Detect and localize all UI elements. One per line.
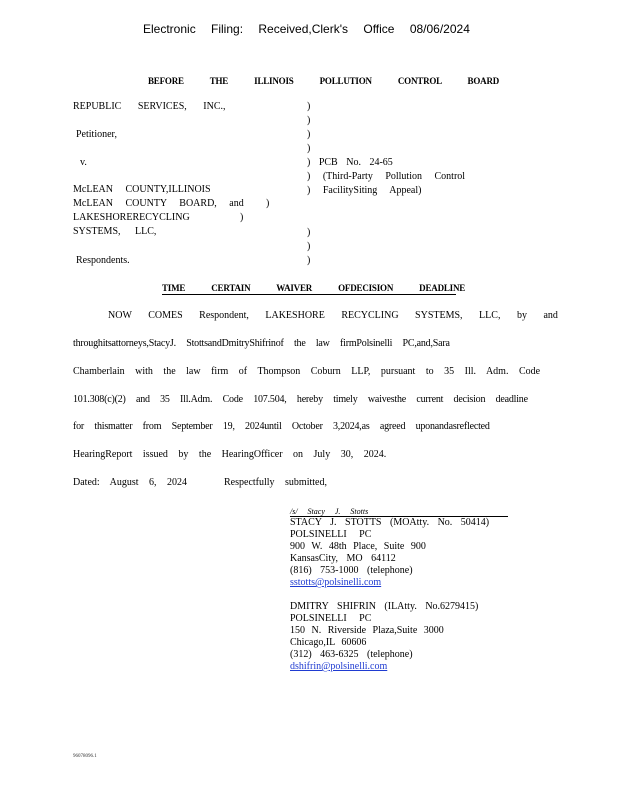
body-line-3: Chamberlain with the law firm of Thompson Coburn LLP, pursuant to 35 Ill. Adm. Code (73, 366, 541, 377)
caption-paren: ) (307, 241, 311, 252)
attorney-2-name: DMITRY SHIFRIN (ILAtty. No.6279415) (290, 601, 479, 612)
body-line-6: HearingReport issued by the HearingOfficer on July 30, 2024. (73, 449, 387, 460)
petitioner-name: REPUBLIC SERVICES, INC., (73, 101, 226, 112)
attorney-1-street: 900 W. 48th Place, Suite 900 (290, 541, 426, 552)
respondent-line-4: SYSTEMS, LLC, (73, 226, 157, 237)
body-line-5: for thismatter from September 19, 2024until October 3,2024,as agreed uponandasreflected (73, 421, 490, 432)
caption-paren: ) (307, 129, 311, 140)
respondent-line-1: McLEAN COUNTY,ILLINOIS (73, 184, 211, 195)
attorney-2-city: Chicago,IL 60606 (290, 637, 367, 648)
dated-line: Dated: August 6, 2024 (73, 477, 187, 488)
attorney-1-phone: (816) 753-1000 (telephone) (290, 565, 413, 576)
caption-paren: ) (266, 198, 270, 209)
attorney-1-name: STACY J. STOTTS (MOAtty. No. 50414) (290, 517, 490, 528)
case-type-line-2: ) FacilitySiting Appeal) (307, 185, 422, 196)
attorney-2-phone: (312) 463-6325 (telephone) (290, 649, 413, 660)
caption-paren: ) (307, 143, 311, 154)
attorney-1-email-link[interactable]: sstotts@polsinelli.com (290, 577, 382, 588)
respondents-label: Respondents. (76, 255, 130, 266)
title-underline (162, 294, 456, 295)
caption-paren: ) (307, 115, 311, 126)
electronic-signature: /s/ Stacy J. Stotts (290, 507, 369, 516)
body-line-1: NOW COMES Respondent, LAKESHORE RECYCLING SYSTEMS, LLC, by and (108, 310, 558, 321)
body-line-2: throughitsattorneys,StacyJ. StottsandDmitryShifrinof the law firmPolsinelli PC,and,Sara (73, 338, 450, 349)
caption-paren: ) (240, 212, 244, 223)
filing-stamp: Electronic Filing: Received,Clerk's Office 08/06/2024 (143, 22, 470, 36)
attorney-2-firm: POLSINELLI PC (290, 613, 372, 624)
caption-paren: ) (307, 255, 311, 266)
attorney-2-email-link[interactable]: dshifrin@polsinelli.com (290, 661, 388, 672)
respectfully-submitted: Respectfully submitted, (224, 477, 327, 488)
respondent-line-2: McLEAN COUNTY BOARD, and (73, 198, 244, 209)
caption-paren: ) (307, 101, 311, 112)
document-title: TIME CERTAIN WAIVER OFDECISION DEADLINE (162, 283, 466, 293)
versus-label: v. (80, 157, 87, 168)
attorney-1-firm: POLSINELLI PC (290, 529, 372, 540)
caption-paren: ) (307, 227, 311, 238)
attorney-2-street: 150 N. Riverside Plaza,Suite 3000 (290, 625, 444, 636)
body-line-4: 101.308(c)(2) and 35 Ill.Adm. Code 107.504, hereby timely waivesthe current decision deadline (73, 394, 528, 405)
petitioner-label: Petitioner, (76, 129, 117, 140)
attorney-1-city: KansasCity, MO 64112 (290, 553, 396, 564)
case-number: ) PCB No. 24-65 (307, 157, 393, 168)
case-type-line-1: ) (Third-Party Pollution Control (307, 171, 466, 182)
respondent-line-3: LAKESHORERECYCLING (73, 212, 190, 223)
court-heading: BEFORE THE ILLINOIS POLLUTION CONTROL BOARD (148, 76, 500, 86)
document-id-footer: 96078096.1 (73, 754, 97, 759)
